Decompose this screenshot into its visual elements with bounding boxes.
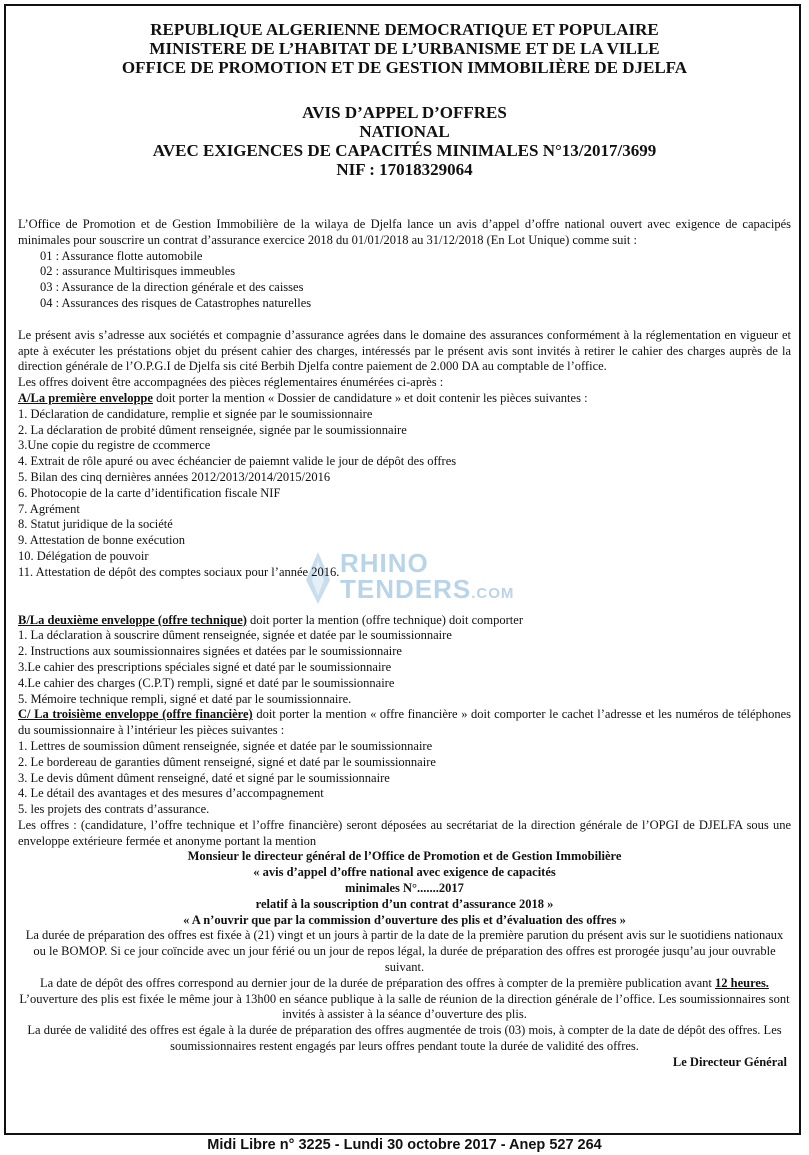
header-line-3: OFFICE DE PROMOTION ET DE GESTION IMMOBILIÈRE DE DJELFA xyxy=(121,58,688,77)
mention-line: relatif à la souscription d’un contrat d’assurance 2018 » xyxy=(255,896,554,911)
watermark-line-1: RHINO xyxy=(340,548,429,578)
lots-list xyxy=(18,249,791,312)
list-item: 1. La déclaration à souscrire dûment renseignée, signée et datée par le soumissionnaire xyxy=(18,628,452,643)
envelope-c-text: doit porter la mention « offre financière » doit comporter le cachet l’adresse et les numéros de téléphones du soumissionnaire à l’intérieur les pièces suivantes : xyxy=(18,707,791,738)
envelope-c-heading xyxy=(18,707,791,739)
list-item: 4. Extrait de rôle apuré ou avec échéancier de paiemnt valide le jour de dépôt des offres xyxy=(18,454,457,469)
title-nif: NIF : 17018329064 xyxy=(336,160,473,179)
envelope-a-text: doit porter la mention « Dossier de candidature » et doit contenir les pièces suivantes : xyxy=(152,390,588,405)
lot-item: 04 : Assurances des risques de Catastrophes naturelles xyxy=(40,295,312,310)
mention-line: minimales N°.......2017 xyxy=(345,881,464,896)
paragraph-duration: La durée de préparation des offres est fixée à (21) vingt et un jours à partir de la date de la première parution du présent avis sur le suotidiens nationaux ou le BOMOP. Si ce jour coïncide avec un jour férié ou un jour de repos légal, la durée de préparation des offres est prorogée jusqu’au jour ouvrable suivant. xyxy=(25,928,784,975)
title-line-2: NATIONAL xyxy=(359,122,450,141)
title-line-1: AVIS D’APPEL D’OFFRES xyxy=(302,103,507,122)
envelope-c-label: C/ La troisième enveloppe (offre financière) xyxy=(18,707,253,722)
header-line-1: REPUBLIQUE ALGERIENNE DEMOCRATIQUE ET POPULAIRE xyxy=(150,20,659,39)
list-item: 6. Photocopie de la carte d’identification fiscale NIF xyxy=(18,485,281,500)
lot-item: 02 : assurance Multirisques immeubles xyxy=(40,264,236,279)
envelope-a-label: A/La première enveloppe xyxy=(18,390,153,405)
list-item: 2. Instructions aux soumissionnaires signées et datées par le soumissionnaire xyxy=(18,644,402,659)
mention-line: « A n’ouvrir que par la commission d’ouverture des plis et d’évaluation des offres » xyxy=(183,912,626,927)
paragraph-deposit xyxy=(18,976,791,992)
envelope-mention xyxy=(18,849,791,928)
mention-line: « avis d’appel d’offre national avec exigence de capacités xyxy=(253,865,556,880)
list-item: 5. Bilan des cinq dernières années 2012/2013/2014/2015/2016 xyxy=(18,469,331,484)
header-block xyxy=(0,20,809,77)
list-item: 3.Une copie du registre de ccommerce xyxy=(18,438,211,453)
list-item: 3.Le cahier des prescriptions spéciales signé et daté par le soumissionnaire xyxy=(18,659,392,674)
envelope-b-text: doit porter la mention (offre technique) doit comporter xyxy=(246,612,523,627)
paragraph-submission: Les offres : (candidature, l’offre technique et l’offre financière) seront déposées au secrétariat de la direction générale de l’OPGI de DJELFA sous une enveloppe extérieure fermée et anonyme portant la mention xyxy=(18,817,791,848)
paragraph-validity: La durée de validité des offres est égale à la durée de préparation des offres augmentée de trois (03) mois, à compter de la date de dépôt des offres. Les soumissionnaires restent engagés par leurs offres pendant toute la durée de validité des offres. xyxy=(27,1023,782,1054)
notice-body xyxy=(18,217,791,1071)
paragraph-opening: L’ouverture des plis est fixée le même jour à 13h00 en séance publique à la salle de réunion de la direction générale de l’office. Les soumissionnaires sont invités à assister à la séance d’ouverture des plis. xyxy=(19,991,790,1022)
paragraph-documents: Les offres doivent être accompagnées des pièces réglementaires énumérées ci-après : xyxy=(18,375,444,390)
lot-item: 01 : Assurance flotte automobile xyxy=(40,248,203,263)
list-item: 3. Le devis dûment dûment renseigné, daté et signé par le soumissionnaire xyxy=(18,770,390,785)
watermark-word: TENDERS xyxy=(340,574,472,604)
envelope-a-list xyxy=(18,407,791,581)
list-item: 10. Délégation de pouvoir xyxy=(18,548,149,563)
list-item: 8. Statut juridique de la société xyxy=(18,517,173,532)
list-item: 4.Le cahier des charges (C.P.T) rempli, signé et daté par le soumissionnaire xyxy=(18,675,395,690)
watermark-suffix: .COM xyxy=(471,585,515,602)
envelope-c-list xyxy=(18,739,791,818)
title-block xyxy=(0,103,809,179)
publication-footer: Midi Libre n° 3225 - Lundi 30 octobre 2017 - Anep 527 264 xyxy=(207,1137,602,1153)
list-item: 1. Déclaration de candidature, remplie et signée par le soumissionnaire xyxy=(18,406,373,421)
list-item: 2. Le bordereau de garanties dûment renseigné, signé et daté par le soumissionnaire xyxy=(18,754,436,769)
envelope-b-list xyxy=(18,628,791,707)
intro-paragraph: L’Office de Promotion et de Gestion Immobilière de la wilaya de Djelfa lance un avis d’appel d’offre national ouvert avec exigence de capacipés minimales pour souscrire un contrat d’assurance exercice 2018 du 01/01/2018 au 31/12/2018 (En Lot Unique) comme suit : xyxy=(18,217,791,247)
envelope-a-heading xyxy=(18,391,791,407)
header-line-2: MINISTERE DE L’HABITAT DE L’URBANISME ET DE LA VILLE xyxy=(149,39,660,58)
signature: Le Directeur Général xyxy=(672,1054,787,1069)
list-item: 11. Attestation de dépôt des comptes sociaux pour l’année 2016. xyxy=(18,564,340,579)
list-item: 5. les projets des contrats d’assurance. xyxy=(18,802,210,817)
list-item: 2. La déclaration de probité dûment renseignée, signée par le soumissionnaire xyxy=(18,422,407,437)
envelope-b-heading xyxy=(18,613,791,629)
envelope-b-label: B/La deuxième enveloppe (offre technique) xyxy=(18,612,247,627)
lot-item: 03 : Assurance de la direction générale et des caisses xyxy=(40,280,304,295)
list-item: 9. Attestation de bonne exécution xyxy=(18,533,185,548)
title-line-3: AVEC EXIGENCES DE CAPACITÉS MINIMALES N°13/2017/3699 xyxy=(152,141,657,160)
list-item: 5. Mémoire technique rempli, signé et daté par le soumissionnaire. xyxy=(18,691,352,706)
paragraph-eligibility: Le présent avis s’adresse aux sociétés et compagnie d’assurance agrées dans le domaine des assurances conformément à la réglementation en vigueur et apte à exécuter les préstations objet du présent cahier des charges, intéressés par le présent avis sont invités à retirer le cahier des charges auprès de la direction générale de l’O.P.G.I de Djelfa sis cité Berbih Djelfa contre paiement de 2.000 DA au comptable de l’office. xyxy=(18,327,791,374)
deposit-deadline: 12 heures. xyxy=(715,975,769,990)
list-item: 4. Le détail des avantages et des mesures d’accompagnement xyxy=(18,786,324,801)
list-item: 7. Agrément xyxy=(18,501,80,516)
deposit-text: La date de dépôt des offres correspond au dernier jour de la durée de préparation des offres à compter de la première publication avant xyxy=(40,975,715,990)
mention-line: Monsieur le directeur général de l’Office de Promotion et de Gestion Immobilière xyxy=(187,849,622,864)
list-item: 1. Lettres de soumission dûment renseignée, signée et datée par le soumissionnaire xyxy=(18,738,433,753)
